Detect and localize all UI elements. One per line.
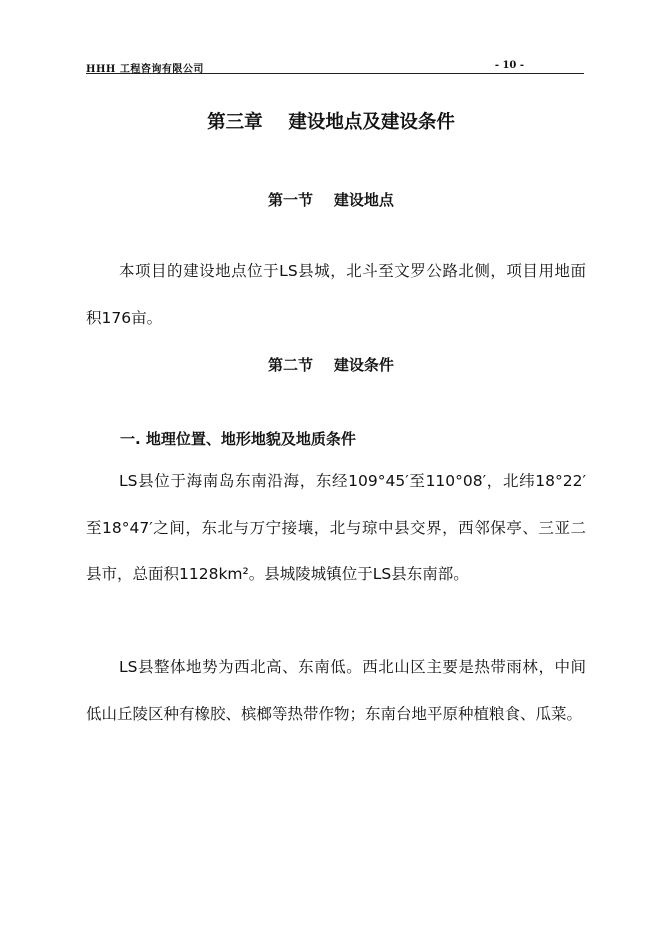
chapter-title: 第三章 建设地点及建设条件 [207,112,455,133]
header-company-name: HHH 工程咨询有限公司 [86,64,204,75]
paragraph-geography-terrain: LS县整体地势为西北高、东南低。西北山区主要是热带雨林，中间低山丘陵区种有橡胶、槟榔等热带作物；东南台地平原种植粮食、瓜菜。 [86,658,586,723]
paragraph-geography-location: LS县位于海南岛东南沿海，东经109°45′至110°08′，北纬18°22′至18°47′之间，东北与万宁接壤，北与琼中县交界，西邻保亭、三亚二县市，总面积1128km²。县城陵城镇位于LS县东南部。 [86,472,586,583]
section-title-conditions: 第二节 建设条件 [268,356,394,374]
header-divider [86,73,584,74]
section-title-location: 第一节 建设地点 [268,191,394,209]
paragraph-location: 本项目的建设地点位于LS县城，北斗至文罗公路北侧，项目用地面积176亩。 [86,262,586,327]
subheading-geography: 一. 地理位置、地形地貌及地质条件 [120,430,356,448]
header-page-number: - 10 - [494,60,524,71]
page-header [86,58,584,74]
